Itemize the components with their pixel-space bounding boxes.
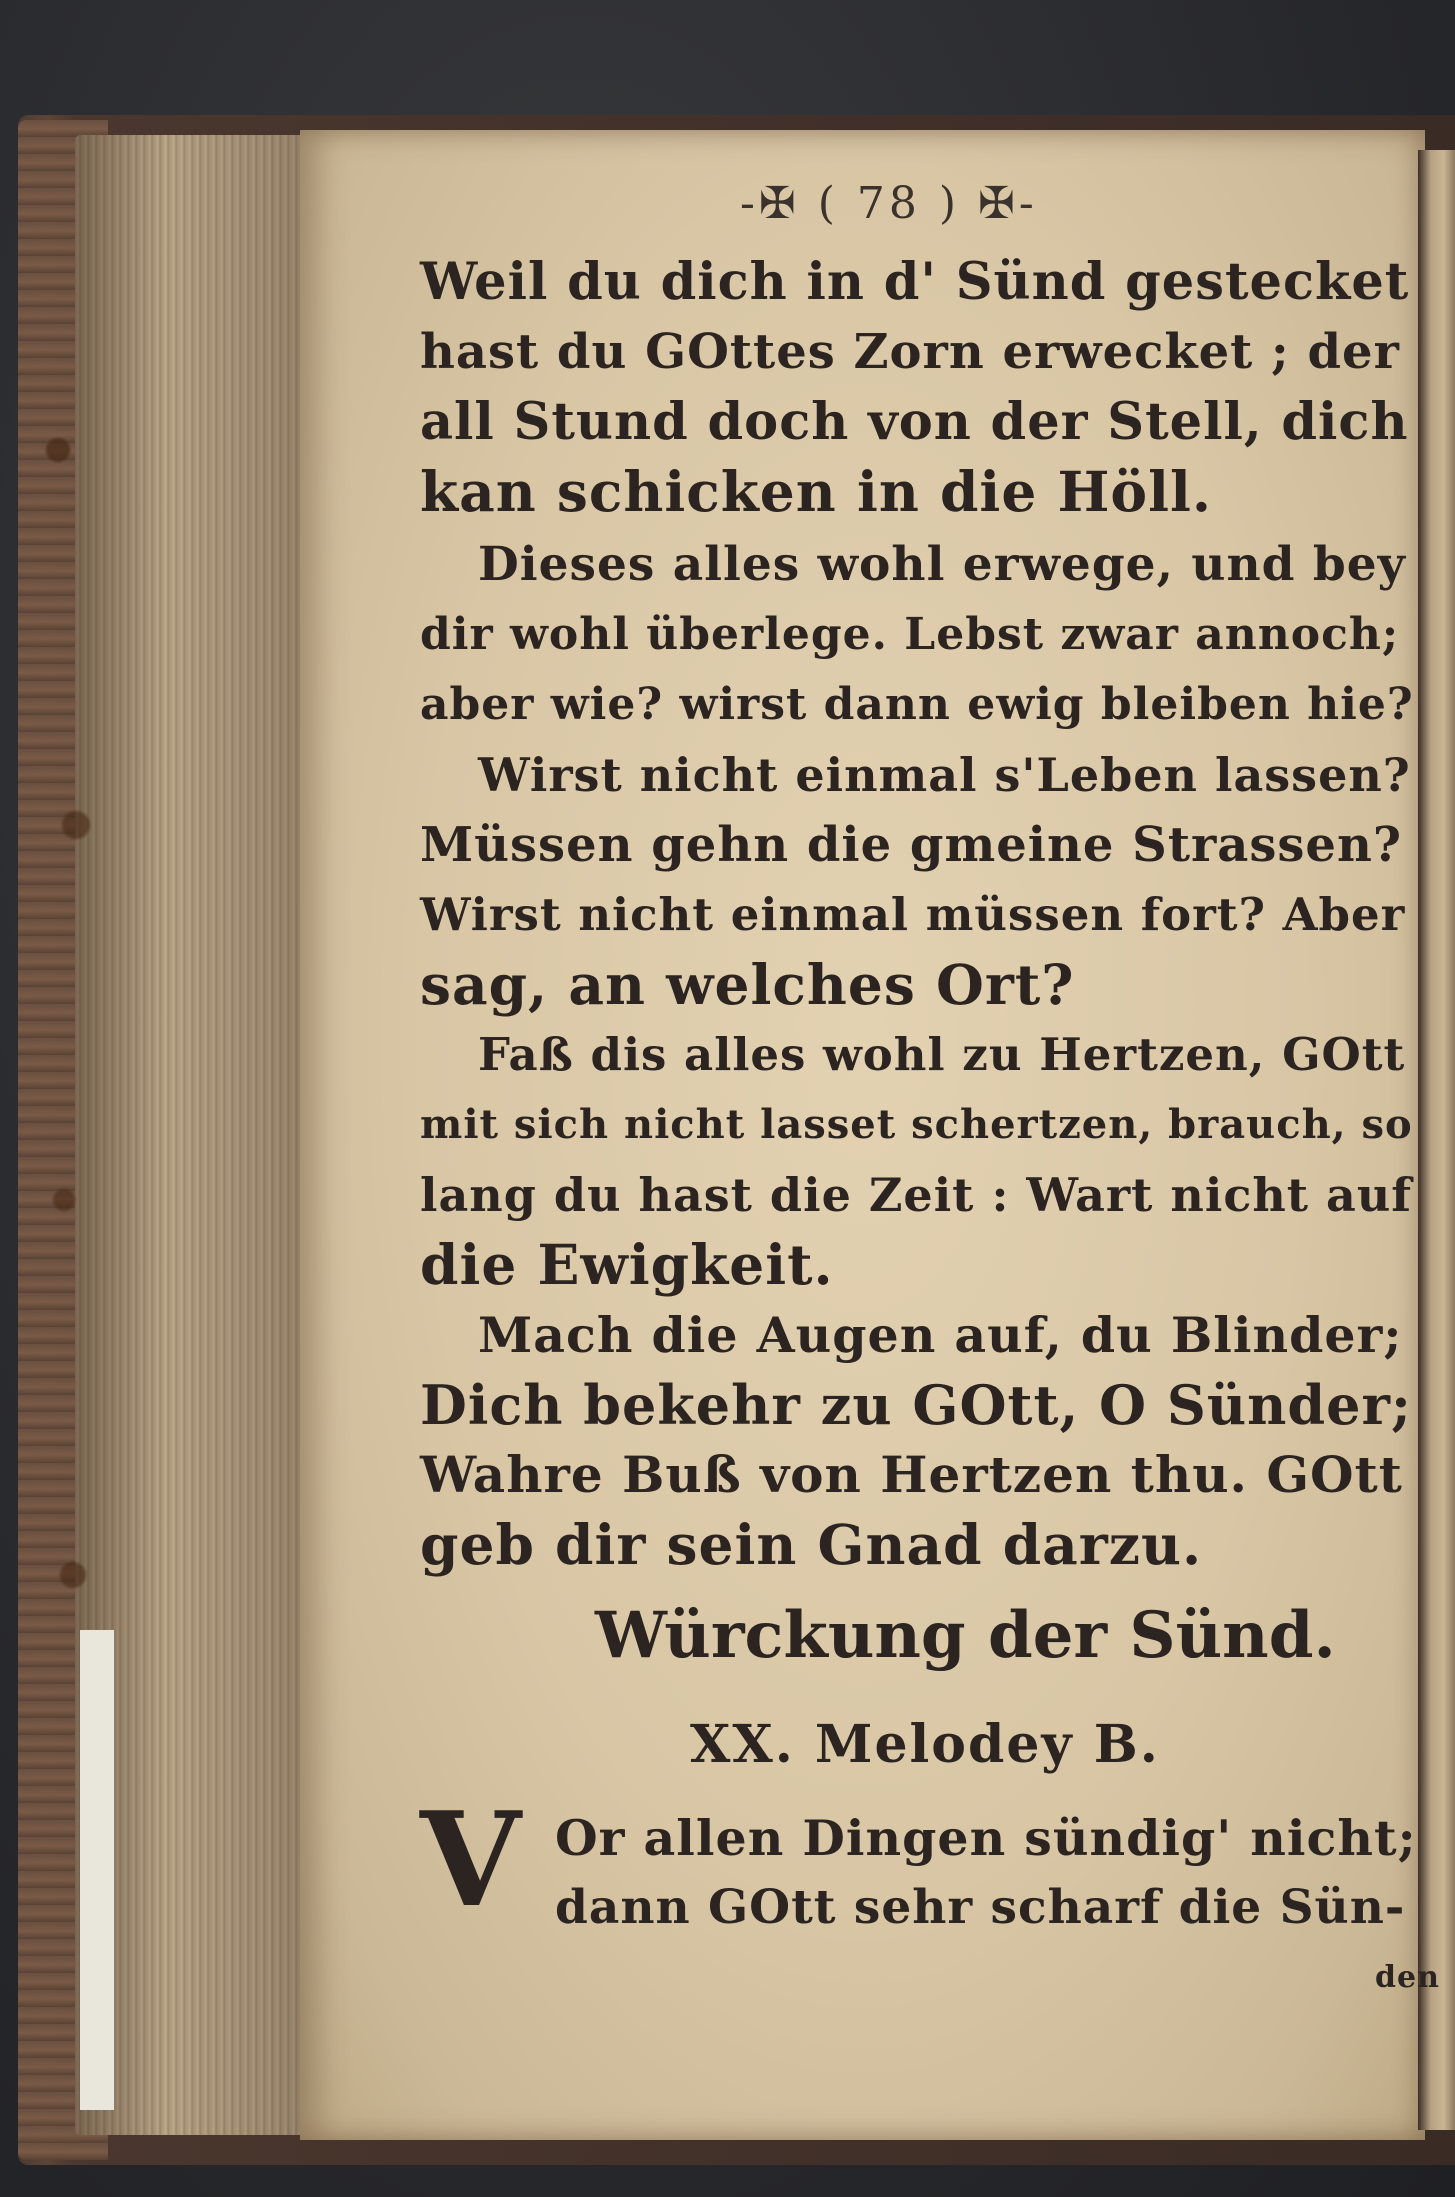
text-line: lang du hast die Zeit : Wart nicht auf — [420, 1168, 1413, 1222]
text-line: dir wohl überlege. Lebst zwar annoch; — [420, 609, 1400, 660]
text-line: mit sich nicht lasset schertzen, brauch, so — [420, 1101, 1413, 1148]
text-line: geb dir sein Gnad darzu. — [420, 1512, 1203, 1577]
page-header: -✠ ( 78 ) ✠- — [740, 178, 1038, 229]
text-line: Wirst nicht einmal s'Leben lassen? — [478, 748, 1411, 802]
text-line: Müssen gehn die gmeine Strassen? — [420, 817, 1402, 873]
text-line: Weil du dich in d' Sünd gestecket — [420, 252, 1410, 312]
verse-line: dann GOtt sehr scharf die Sün- — [555, 1880, 1406, 1935]
text-line: Dieses alles wohl erwege, und bey — [478, 537, 1406, 592]
next-page-edge — [1418, 150, 1455, 2130]
text-line: kan schicken in die Höll. — [420, 459, 1213, 524]
melody-line: XX. Melodey B. — [690, 1714, 1160, 1775]
text-line: hast du GOttes Zorn erwecket ; der — [420, 324, 1400, 380]
text-line: Wahre Buß von Hertzen thu. GOtt — [420, 1445, 1403, 1504]
text-line: die Ewigkeit. — [420, 1232, 834, 1297]
drop-initial: V — [420, 1783, 521, 1936]
text-line: Wirst nicht einmal müssen fort? Aber — [420, 888, 1406, 941]
text-line: Dich bekehr zu GOtt, O Sünder; — [420, 1373, 1412, 1437]
text-line: all Stund doch von der Stell, dich — [420, 392, 1409, 452]
text-line: sag, an welches Ort? — [420, 952, 1075, 1017]
paper-strip — [80, 1630, 114, 2110]
verse-line: Or allen Dingen sündig' nicht; — [555, 1809, 1417, 1867]
verse-line: den — [1375, 1960, 1440, 1995]
foxing-stains — [40, 300, 100, 1800]
text-line: aber wie? wirst dann ewig bleiben hie? — [420, 679, 1414, 730]
text-line: Mach die Augen auf, du Blinder; — [478, 1306, 1403, 1364]
section-title: Würckung der Sünd. — [595, 1598, 1336, 1673]
text-line: Faß dis alles wohl zu Hertzen, GOtt — [478, 1028, 1406, 1081]
